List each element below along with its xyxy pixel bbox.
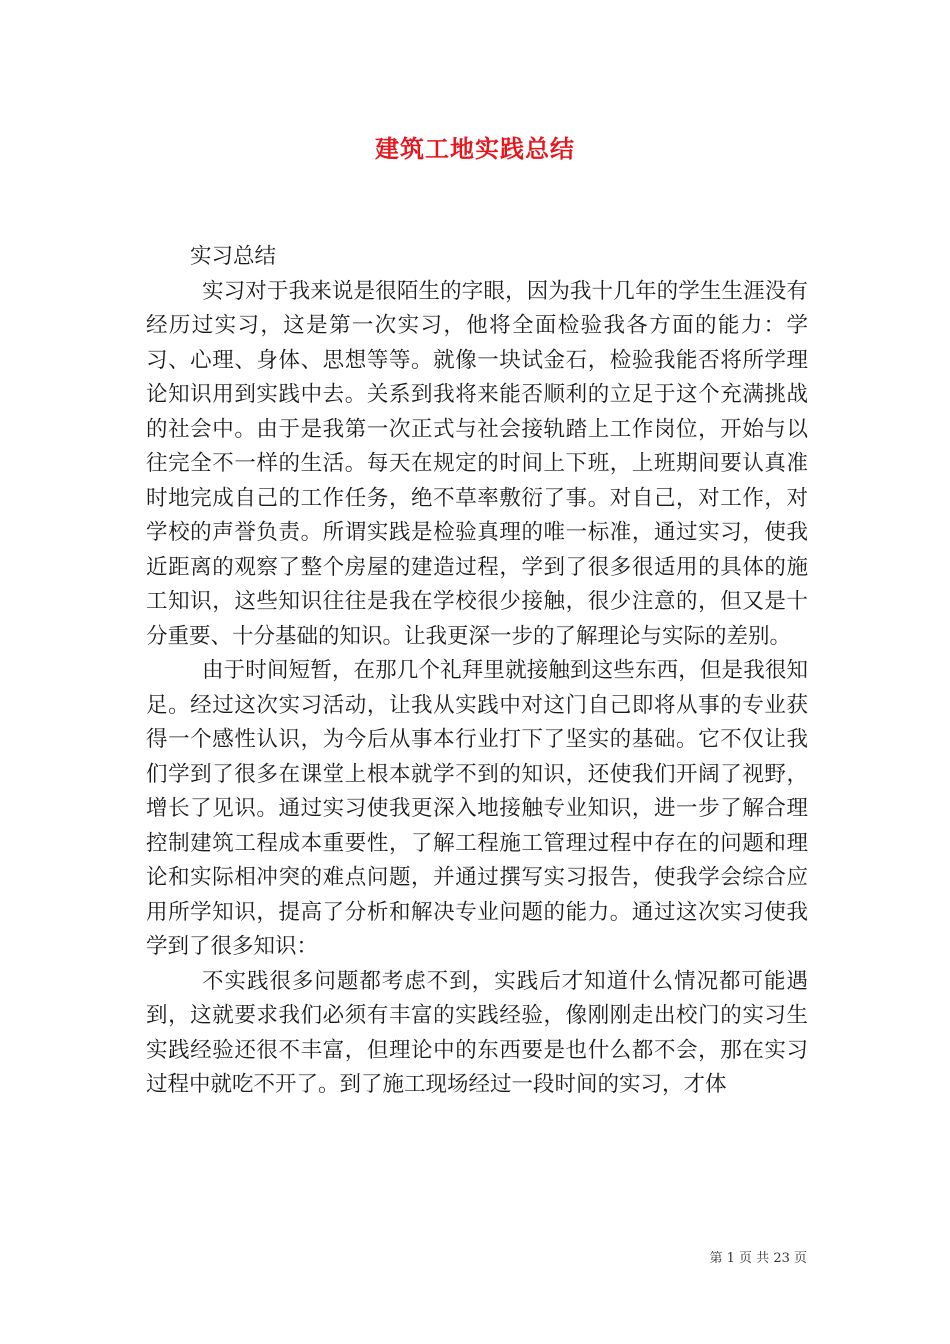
- paragraph-1: 实习对于我来说是很陌生的字眼，因为我十几年的学生生涯没有经历过实习，这是第一次实习，他将全面检验我各方面的能力：学习、心理、身体、思想等等。就像一块试金石，检验我能否将所学理论知识用到实践中去。关系到我将来能否顺利的立足于这个充满挑战的社会中。由于是我第一次正式与社会接轨踏上工作岗位，开始与以往完全不一样的生活。每天在规定的时间上下班，上班期间要认真准时地完成自己的工作任务，绝不草率敷衍了事。对自己，对工作，对学校的声誉负责。所谓实践是检验真理的唯一标准，通过实习，使我近距离的观察了整个房屋的建造过程，学到了很多很适用的具体的施工知识，这些知识往往是我在学校很少接触，很少注意的，但又是十分重要、十分基础的知识。让我更深一步的了解理论与实际的差别。: [146, 278, 808, 649]
- paragraph-3: 不实践很多问题都考虑不到，实践后才知道什么情况都可能遇到，这就要求我们必须有丰富的实践经验，像刚刚走出校门的实习生实践经验还很不丰富，但理论中的东西要是也什么都不会，那在实习过程中就吃不开了。到了施工现场经过一段时间的实习，才体: [146, 968, 808, 1097]
- section-heading: 实习总结: [190, 244, 277, 269]
- paragraph-2: 由于时间短暂，在那几个礼拜里就接触到这些东西，但是我很知足。经过这次实习活动，让我从实践中对这门自己即将从事的专业获得一个感性认识，为今后从事本行业打下了坚实的基础。它不仅让我们学到了很多在课堂上根本就学不到的知识，还使我们开阔了视野，增长了见识。通过实习使我更深入地接触专业知识，进一步了解合理控制建筑工程成本重要性，了解工程施工管理过程中存在的问题和理论和实际相冲突的难点问题，并通过撰写实习报告，使我学会综合应用所学知识，提高了分析和解决专业问题的能力。通过这次实习使我学到了很多知识：: [146, 658, 808, 959]
- document-title: 建筑工地实践总结: [375, 134, 575, 163]
- page-number-footer: 第 1 页 共 23 页: [709, 1251, 807, 1266]
- document-body: [146, 240, 808, 1103]
